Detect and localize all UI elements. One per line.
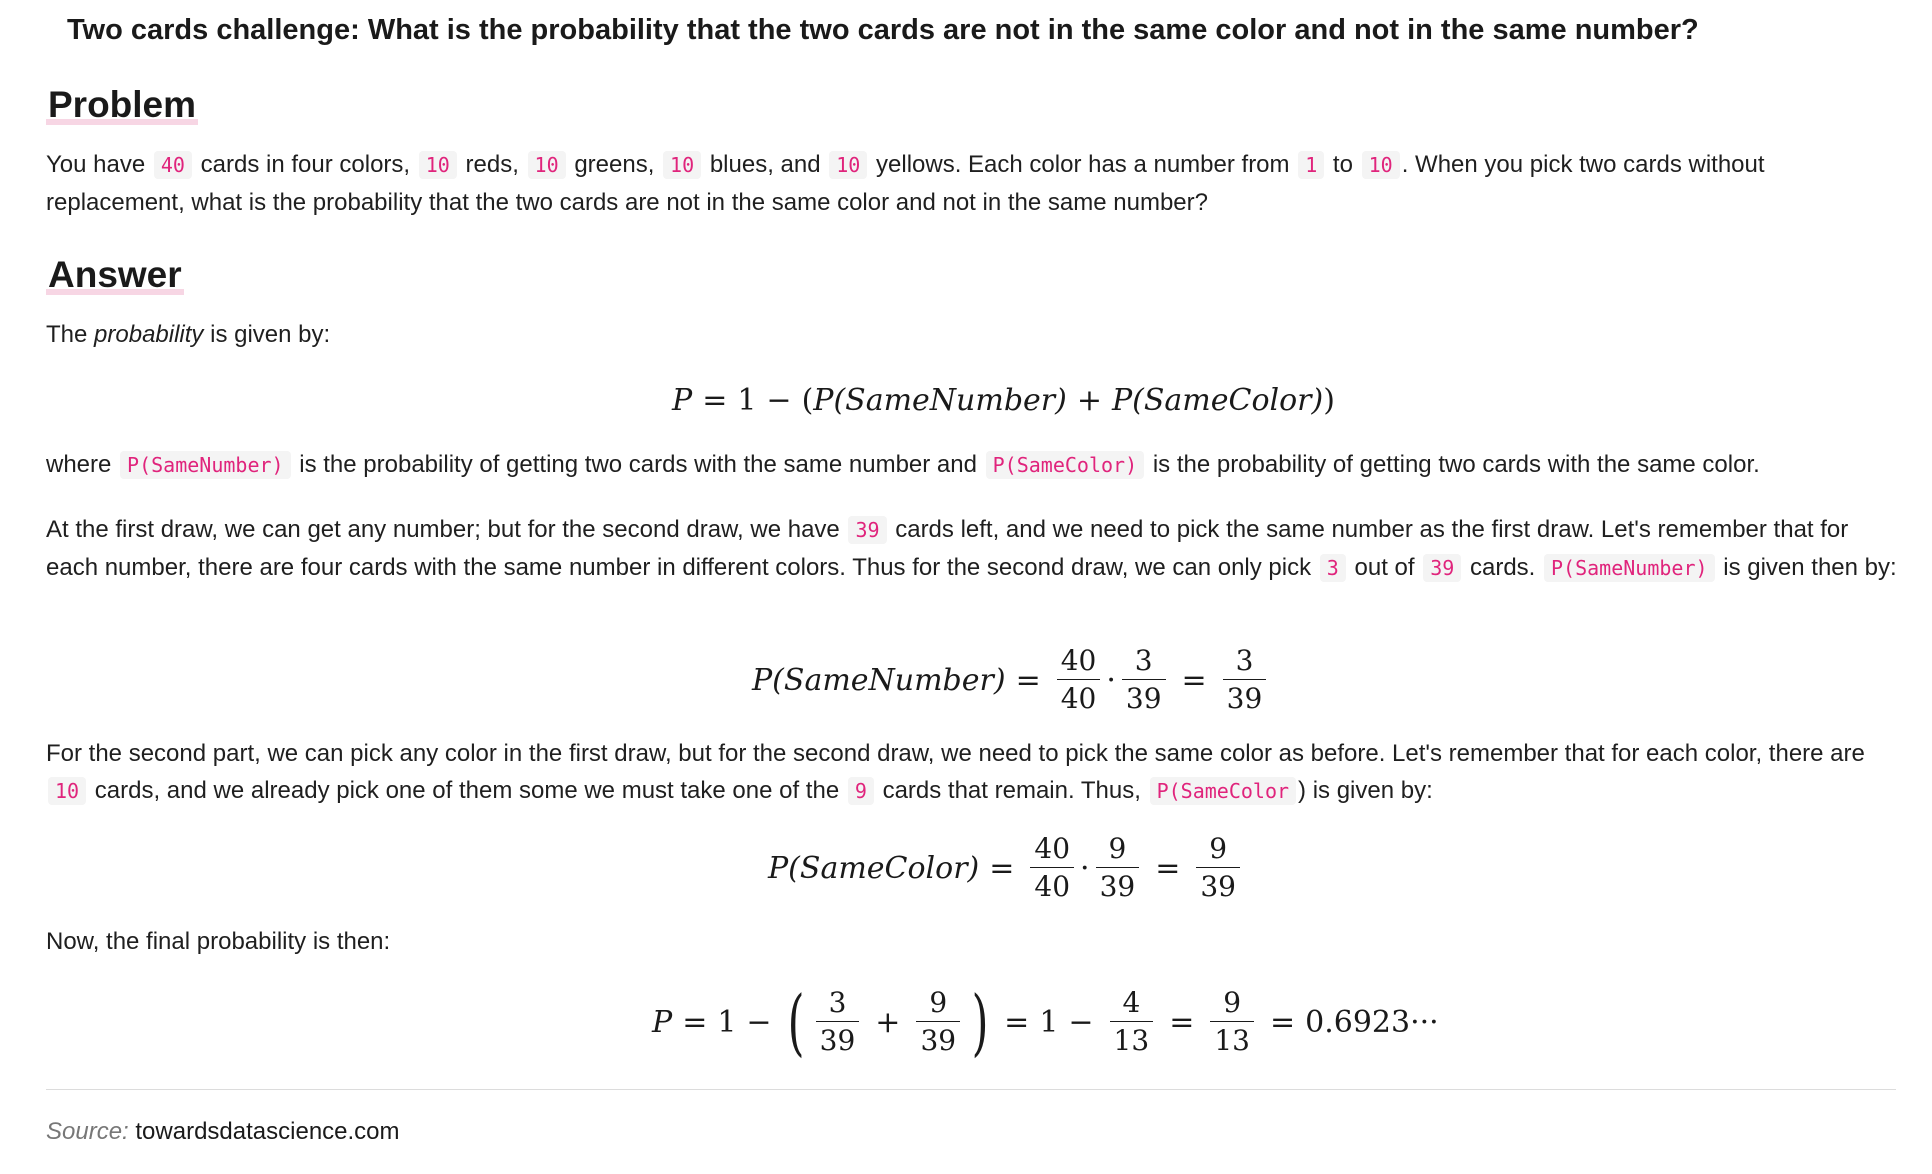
text: cards in four colors,: [200, 151, 411, 178]
math-number: 1: [737, 382, 757, 418]
fraction: [1122, 644, 1166, 715]
inline-code: 40: [154, 151, 192, 179]
math-operator: +: [1076, 382, 1102, 418]
math-symbol: P: [672, 382, 693, 418]
math-operator: ·: [1106, 662, 1116, 698]
text: . When you pick two cards without replacement, what is the probability that the two cards are not in the same color and not in the same number?: [46, 151, 1765, 216]
equation-main: [672, 378, 1335, 422]
text: is given then by:: [1723, 554, 1897, 581]
final-intro: [46, 923, 1906, 960]
inline-code: 10: [419, 151, 457, 179]
denominator: 39: [1122, 679, 1166, 713]
math-paren: (: [801, 382, 814, 418]
text: ) is given by:: [1298, 777, 1433, 804]
text: is given by:: [210, 321, 331, 348]
inline-code: P(SameNumber): [120, 451, 291, 479]
numerator: 4: [1122, 986, 1141, 1019]
math-operator: =: [1181, 662, 1207, 698]
math-term: P(SameColor): [768, 850, 980, 886]
problem-heading-text: Problem: [48, 84, 197, 125]
inline-code: 39: [1423, 554, 1461, 582]
inline-code: P(SameColor: [1150, 777, 1296, 805]
numerator: 9: [929, 986, 948, 1019]
inline-code: 3: [1320, 554, 1346, 582]
fraction: [1057, 644, 1101, 715]
math-operator: =: [1004, 1004, 1030, 1040]
math-operator: =: [1169, 1004, 1195, 1040]
inline-code: P(SameNumber): [1544, 554, 1715, 582]
problem-heading: [46, 82, 198, 128]
math-paren: ): [971, 980, 989, 1064]
first-draw-paragraph: [46, 511, 1906, 587]
math-term: P(SameColor): [1111, 382, 1324, 418]
text: greens,: [574, 151, 655, 178]
numerator: 3: [1235, 644, 1254, 677]
text: You have: [46, 151, 146, 178]
text: cards left, and we need to pick the same number as the first draw. Let's remember that for each number, there are four cards with the same number in different colors. Thus for the second draw, we can only pick: [46, 516, 1849, 581]
fraction: [1223, 644, 1267, 715]
math-paren: (: [787, 980, 805, 1064]
math-operator: =: [702, 382, 728, 418]
equation-final: [652, 980, 1439, 1064]
denominator: 39: [1196, 867, 1240, 901]
fraction: [1210, 986, 1254, 1057]
text: cards, and we already pick one of them some we must take one of the: [94, 777, 840, 804]
problem-paragraph: [46, 146, 1906, 221]
math-term: P(SameNumber): [752, 662, 1006, 698]
text: The: [46, 321, 88, 348]
text: reds,: [465, 151, 519, 178]
denominator: 39: [1223, 679, 1267, 713]
source-label: Source:: [46, 1118, 129, 1145]
fraction: [1110, 986, 1154, 1057]
numerator: 3: [828, 986, 847, 1019]
source-line: [46, 1118, 400, 1146]
where-paragraph: [46, 446, 1906, 484]
text: to: [1332, 151, 1353, 178]
denominator: 13: [1210, 1021, 1254, 1055]
math-operator: −: [1068, 1004, 1094, 1040]
numerator: 40: [1060, 644, 1097, 677]
denominator: 13: [1110, 1021, 1154, 1055]
inline-code: 10: [48, 777, 86, 805]
emphasis: probability: [94, 321, 204, 348]
math-result: 0.6923···: [1305, 1004, 1439, 1040]
text: yellows. Each color has a number from: [876, 151, 1290, 178]
second-draw-paragraph: [46, 735, 1906, 810]
fraction: [1196, 832, 1240, 903]
inline-code: 10: [1362, 151, 1400, 179]
fraction: [1030, 832, 1074, 903]
denominator: 39: [816, 1021, 860, 1055]
denominator: 39: [1096, 867, 1140, 901]
math-operator: =: [1269, 1004, 1296, 1040]
denominator: 40: [1057, 679, 1101, 713]
answer-heading-text: Answer: [48, 254, 182, 295]
math-number: 1: [1039, 1004, 1059, 1040]
page-title: Two cards challenge: What is the probability that the two cards are not in the same color and not in the same number?: [67, 14, 1699, 46]
math-operator: −: [746, 1004, 772, 1040]
text: For the second part, we can pick any color in the first draw, but for the second draw, we need to pick the same color as before. Let's remember that for each color, there are: [46, 740, 1865, 767]
numerator: 3: [1134, 644, 1153, 677]
math-operator: =: [682, 1004, 708, 1040]
math-operator: −: [766, 382, 792, 418]
numerator: 9: [1223, 986, 1242, 1019]
numerator: 40: [1034, 832, 1071, 865]
math-operator: =: [989, 850, 1015, 886]
math-operator: +: [875, 1004, 901, 1040]
source-link[interactable]: towardsdatascience.com: [135, 1118, 400, 1145]
text: cards.: [1469, 554, 1536, 581]
equation-same-color: [768, 828, 1246, 908]
fraction: [1096, 832, 1140, 903]
denominator: 39: [916, 1021, 960, 1055]
inline-code: 10: [829, 151, 867, 179]
denominator: 40: [1030, 867, 1074, 901]
numerator: 9: [1108, 832, 1127, 865]
numerator: 9: [1209, 832, 1228, 865]
inline-code: P(SameColor): [986, 451, 1145, 479]
text: cards that remain. Thus,: [882, 777, 1141, 804]
inline-code: 9: [848, 777, 874, 805]
inline-code: 10: [528, 151, 566, 179]
fraction: [816, 986, 860, 1057]
math-operator: =: [1015, 662, 1041, 698]
math-operator: ·: [1080, 850, 1090, 886]
answer-intro: [46, 316, 1906, 353]
math-symbol: P: [652, 1004, 673, 1040]
text: blues, and: [709, 151, 821, 178]
inline-code: 1: [1298, 151, 1324, 179]
equation-same-number: [752, 640, 1272, 720]
math-paren: ): [1323, 382, 1335, 418]
math-number: 1: [717, 1004, 737, 1040]
math-term: P(SameNumber): [813, 382, 1067, 418]
text: is the probability of getting two cards with the same color.: [1152, 451, 1760, 478]
inline-code: 10: [663, 151, 701, 179]
text: Now, the final probability is then:: [46, 928, 391, 955]
text: where: [46, 451, 112, 478]
answer-heading: [46, 252, 184, 298]
math-operator: =: [1155, 850, 1181, 886]
text: out of: [1354, 554, 1415, 581]
text: At the first draw, we can get any number; but for the second draw, we have: [46, 516, 840, 543]
divider: [46, 1089, 1896, 1090]
text: is the probability of getting two cards with the same number and: [299, 451, 977, 478]
fraction: [916, 986, 960, 1057]
inline-code: 39: [848, 516, 886, 544]
